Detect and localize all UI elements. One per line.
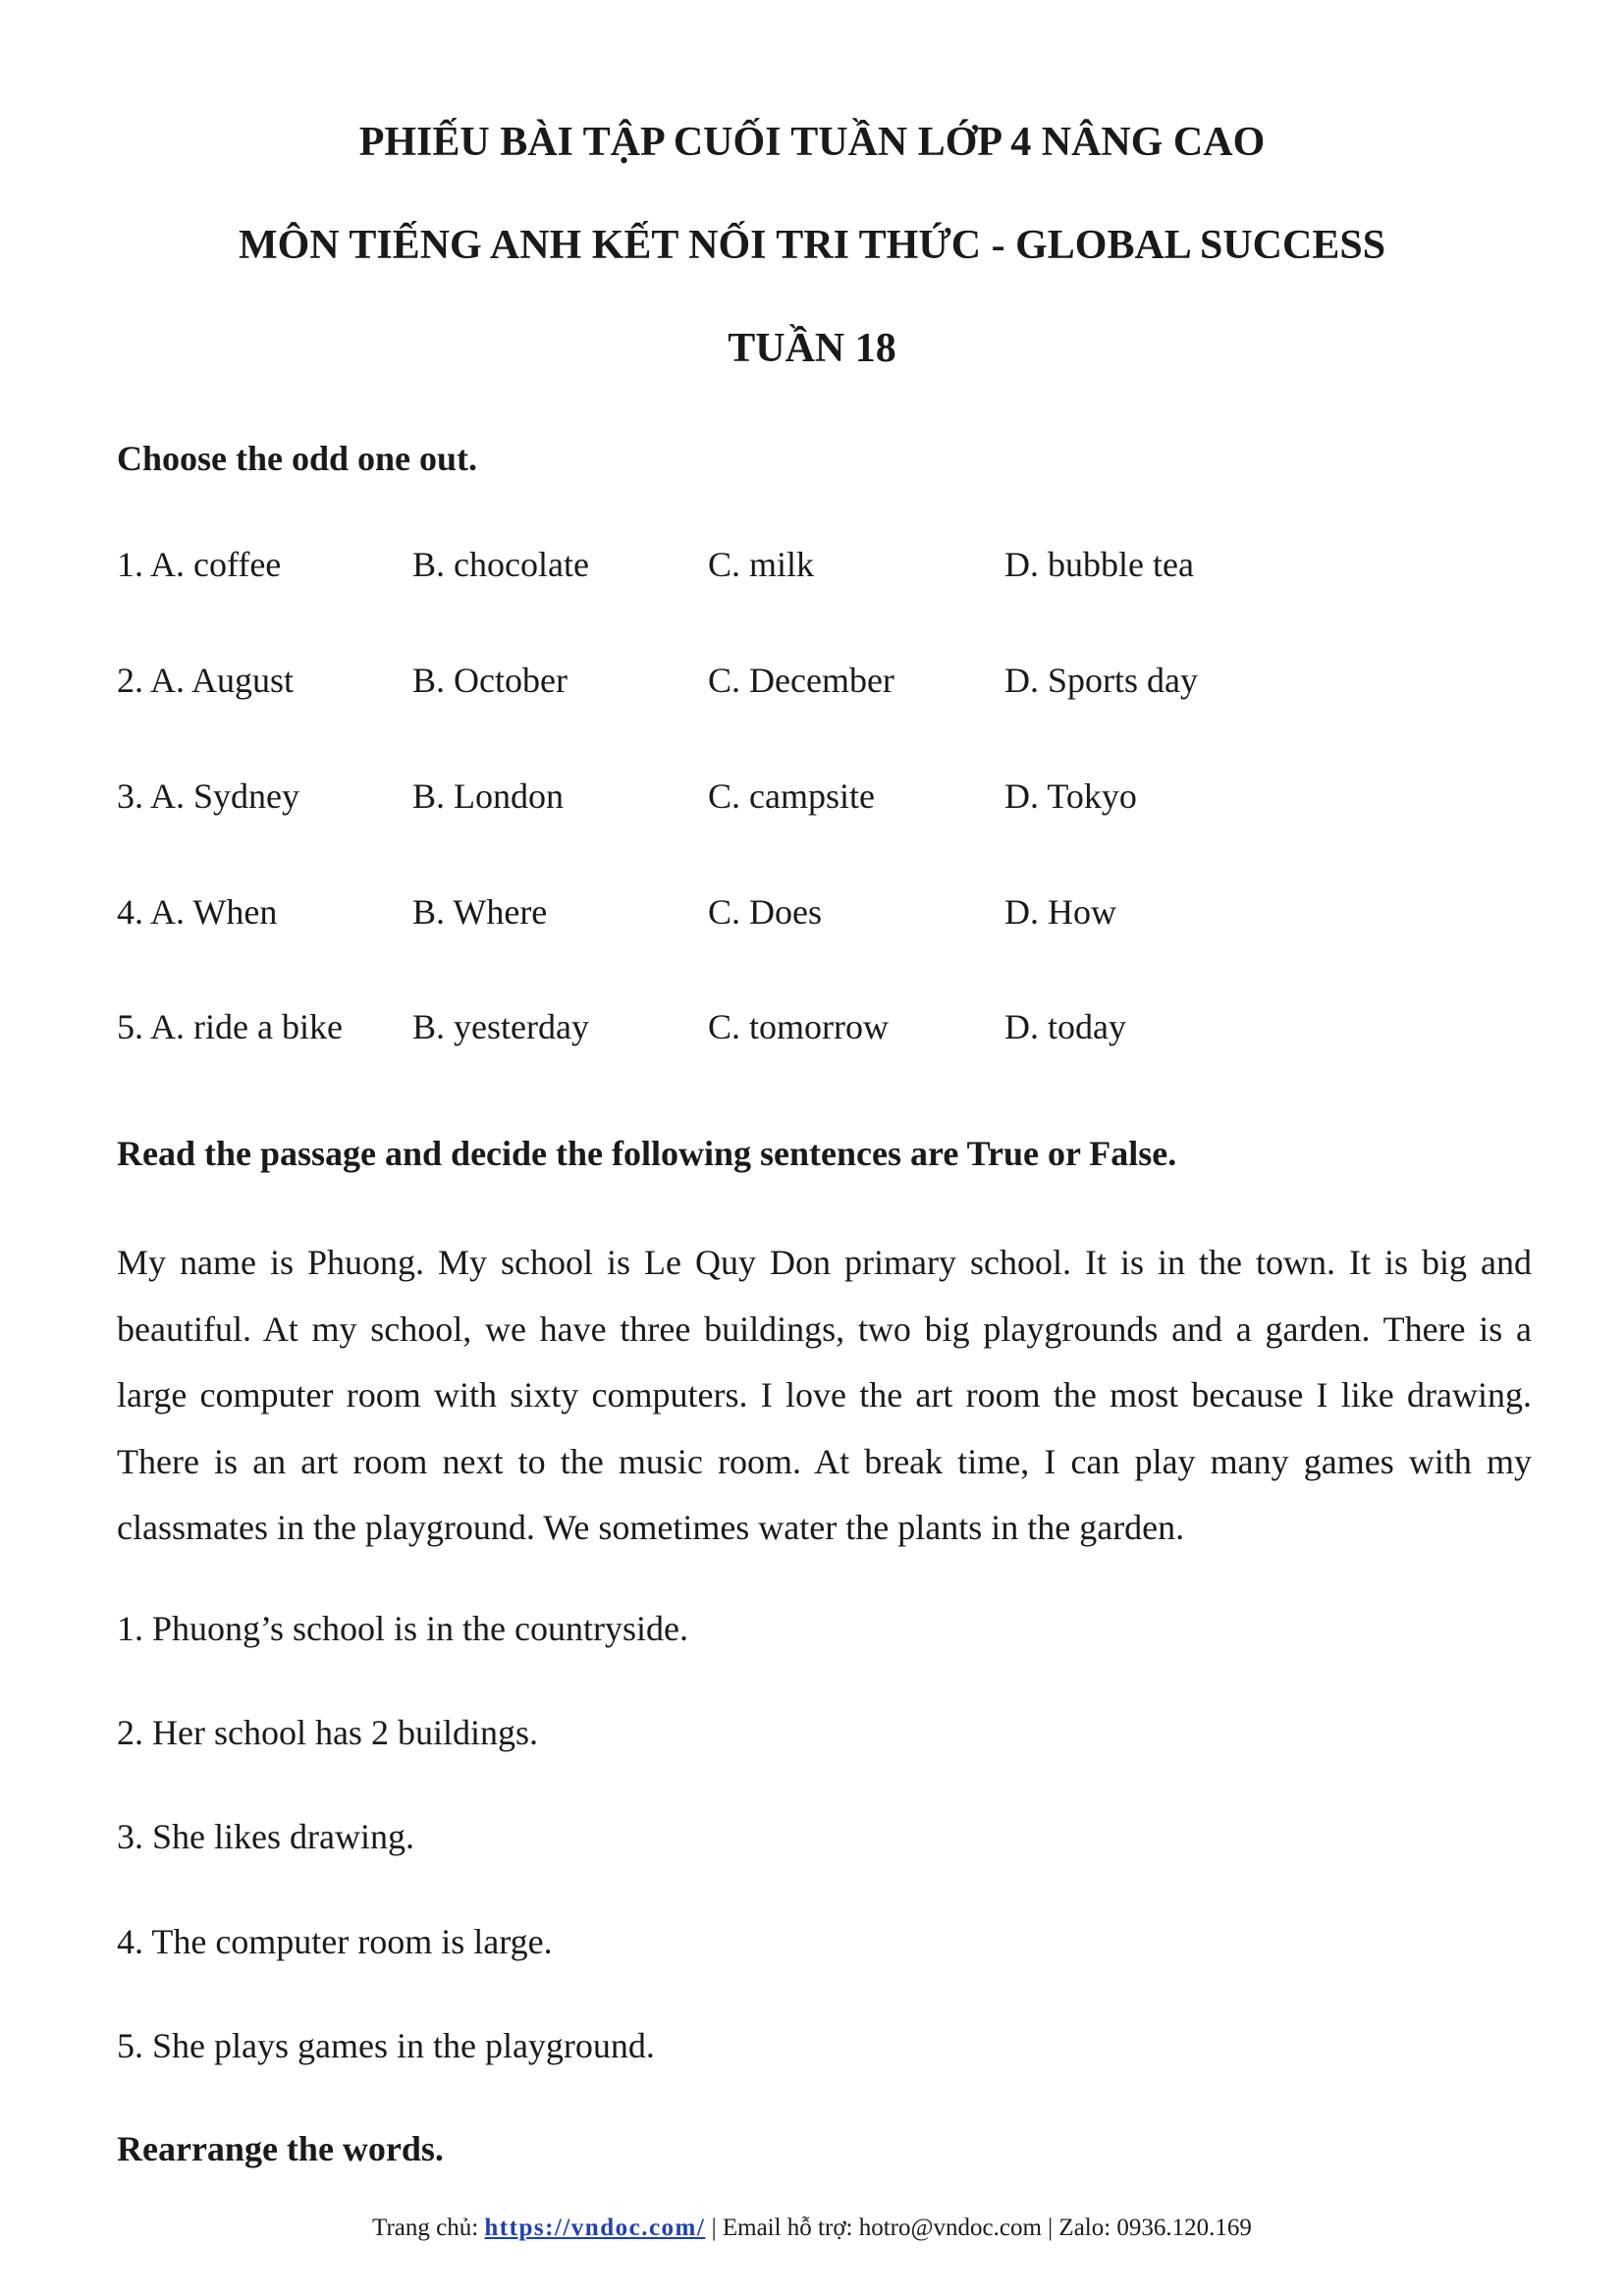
true-false-statement: 5. She plays games in the playground. <box>117 2026 655 2065</box>
worksheet-week: TUẦN 18 <box>728 326 896 371</box>
true-false-statement: 2. Her school has 2 buildings. <box>117 1713 538 1752</box>
option-a: 1. A. coffee <box>117 545 282 584</box>
footer-home-link[interactable]: https://vndoc.com/ <box>484 2215 706 2241</box>
reading-passage: My name is Phuong. My school is Le Quy Don primary school. It is in the town. It is big and beautiful. At my school, we have three buildings, two big playgrounds and a garden. There is a large computer room with sixty computers. I love the art room the most because I like drawing. There is an art room next to the music room. At break time, I can play many games with my classmates in the playground. We sometimes water the plants in the garden. <box>117 1243 1532 1547</box>
option-d: D. bubble tea <box>1004 545 1194 584</box>
option-b: B. October <box>412 661 568 700</box>
option-a: 3. A. Sydney <box>117 776 300 816</box>
option-d: D. How <box>1004 892 1116 932</box>
option-b: B. London <box>412 776 565 816</box>
worksheet-subtitle: MÔN TIẾNG ANH KẾT NỐI TRI THỨC - GLOBAL SUCCESS <box>238 223 1386 268</box>
true-false-statement: 4. The computer room is large. <box>117 1922 553 1961</box>
question-row <box>117 774 1511 818</box>
option-a: 4. A. When <box>117 892 278 932</box>
section-odd-one-out-heading: Choose the odd one out. <box>117 439 478 478</box>
footer-contact-info: | Email hỗ trợ: hotro@vndoc.com | Zalo: 0936.120.169 <box>705 2215 1252 2241</box>
option-b: B. Where <box>412 892 548 932</box>
section-rearrange-heading: Rearrange the words. <box>117 2129 444 2168</box>
true-false-statement: 3. She likes drawing. <box>117 1817 414 1856</box>
option-d: D. today <box>1004 1007 1126 1046</box>
option-b: B. yesterday <box>412 1007 589 1046</box>
option-c: C. tomorrow <box>708 1007 889 1046</box>
option-c: C. Does <box>708 892 822 932</box>
question-row <box>117 659 1511 702</box>
section-true-false-heading: Read the passage and decide the following sentences are True or False. <box>117 1134 1177 1173</box>
option-a: 5. A. ride a bike <box>117 1007 343 1046</box>
option-d: D. Sports day <box>1004 661 1198 700</box>
option-c: C. milk <box>708 545 815 584</box>
option-a: 2. A. August <box>117 661 295 700</box>
true-false-statement: 1. Phuong’s school is in the countryside. <box>117 1609 688 1648</box>
worksheet-title: PHIẾU BÀI TẬP CUỐI TUẦN LỚP 4 NÂNG CAO <box>358 120 1266 165</box>
option-c: C. December <box>708 661 894 700</box>
option-c: C. campsite <box>708 776 875 816</box>
question-row <box>117 1005 1511 1048</box>
question-row <box>117 543 1511 586</box>
page-footer <box>0 2213 1624 2244</box>
question-row <box>117 890 1511 934</box>
footer-home-label: Trang chủ: <box>372 2215 485 2241</box>
option-b: B. chocolate <box>412 545 589 584</box>
option-d: D. Tokyo <box>1004 776 1137 816</box>
